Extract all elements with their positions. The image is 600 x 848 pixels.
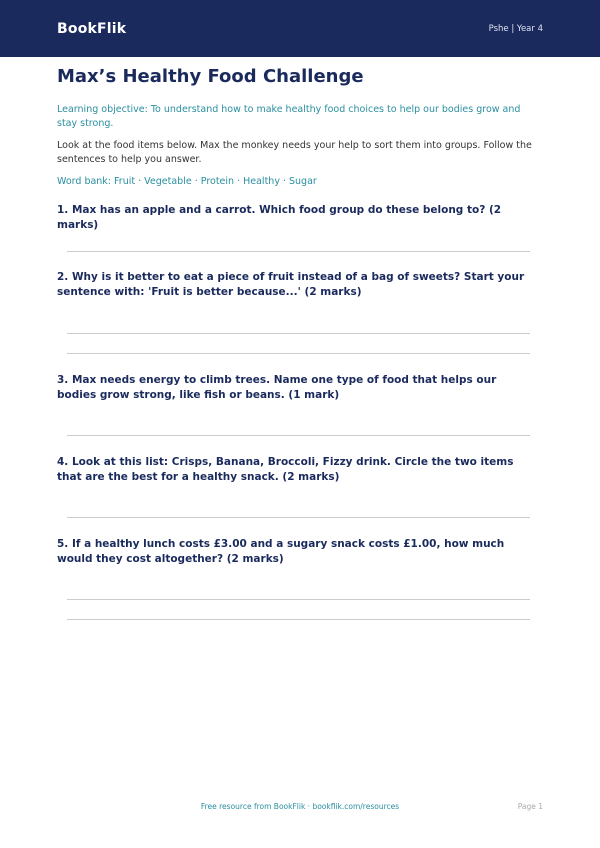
- subject-year-label: Pshe | Year 4: [488, 23, 543, 34]
- answer-line[interactable]: [67, 517, 530, 518]
- question-4: 4. Look at this list: Crisps, Banana, Broccoli, Fizzy drink. Circle the two items that are the best for a healthy snack. (2 marks): [57, 456, 514, 483]
- page-header: [0, 0, 600, 57]
- answer-line[interactable]: [67, 599, 530, 600]
- page-number: Page 1: [517, 802, 543, 811]
- question-3: 3. Max needs energy to climb trees. Name one type of food that helps our bodies grow strong, like fish or beans. (1 mark): [57, 374, 497, 401]
- answer-line[interactable]: [67, 435, 530, 436]
- answer-line[interactable]: [67, 619, 530, 620]
- page-footer: [0, 802, 600, 814]
- worksheet-intro: [57, 66, 543, 189]
- question-5: 5. If a healthy lunch costs £3.00 and a sugary snack costs £1.00, how much would they cost altogether? (2 marks): [57, 538, 505, 565]
- learning-objective: Learning objective: To understand how to make healthy food choices to help our bodies grow and stay strong.: [57, 104, 521, 129]
- word-bank: Word bank: Fruit · Vegetable · Protein · Healthy · Sugar: [57, 176, 317, 187]
- question-2: 2. Why is it better to eat a piece of fruit instead of a bag of sweets? Start your sentence with: 'Fruit is better because...' (2 marks): [57, 271, 525, 298]
- brand-logo-text: BookFlik: [57, 20, 127, 37]
- answer-line[interactable]: [67, 251, 530, 252]
- instructions-text: Look at the food items below. Max the monkey needs your help to sort them into groups. Follow the sentences to help you answer.: [57, 140, 532, 165]
- footer-credit-link[interactable]: Free resource from BookFlik · bookflik.com/resources: [200, 802, 400, 811]
- answer-line[interactable]: [67, 353, 530, 354]
- answer-line[interactable]: [67, 333, 530, 334]
- page-title: Max’s Healthy Food Challenge: [57, 66, 364, 87]
- question-1: 1. Max has an apple and a carrot. Which food group do these belong to? (2 marks): [57, 204, 502, 231]
